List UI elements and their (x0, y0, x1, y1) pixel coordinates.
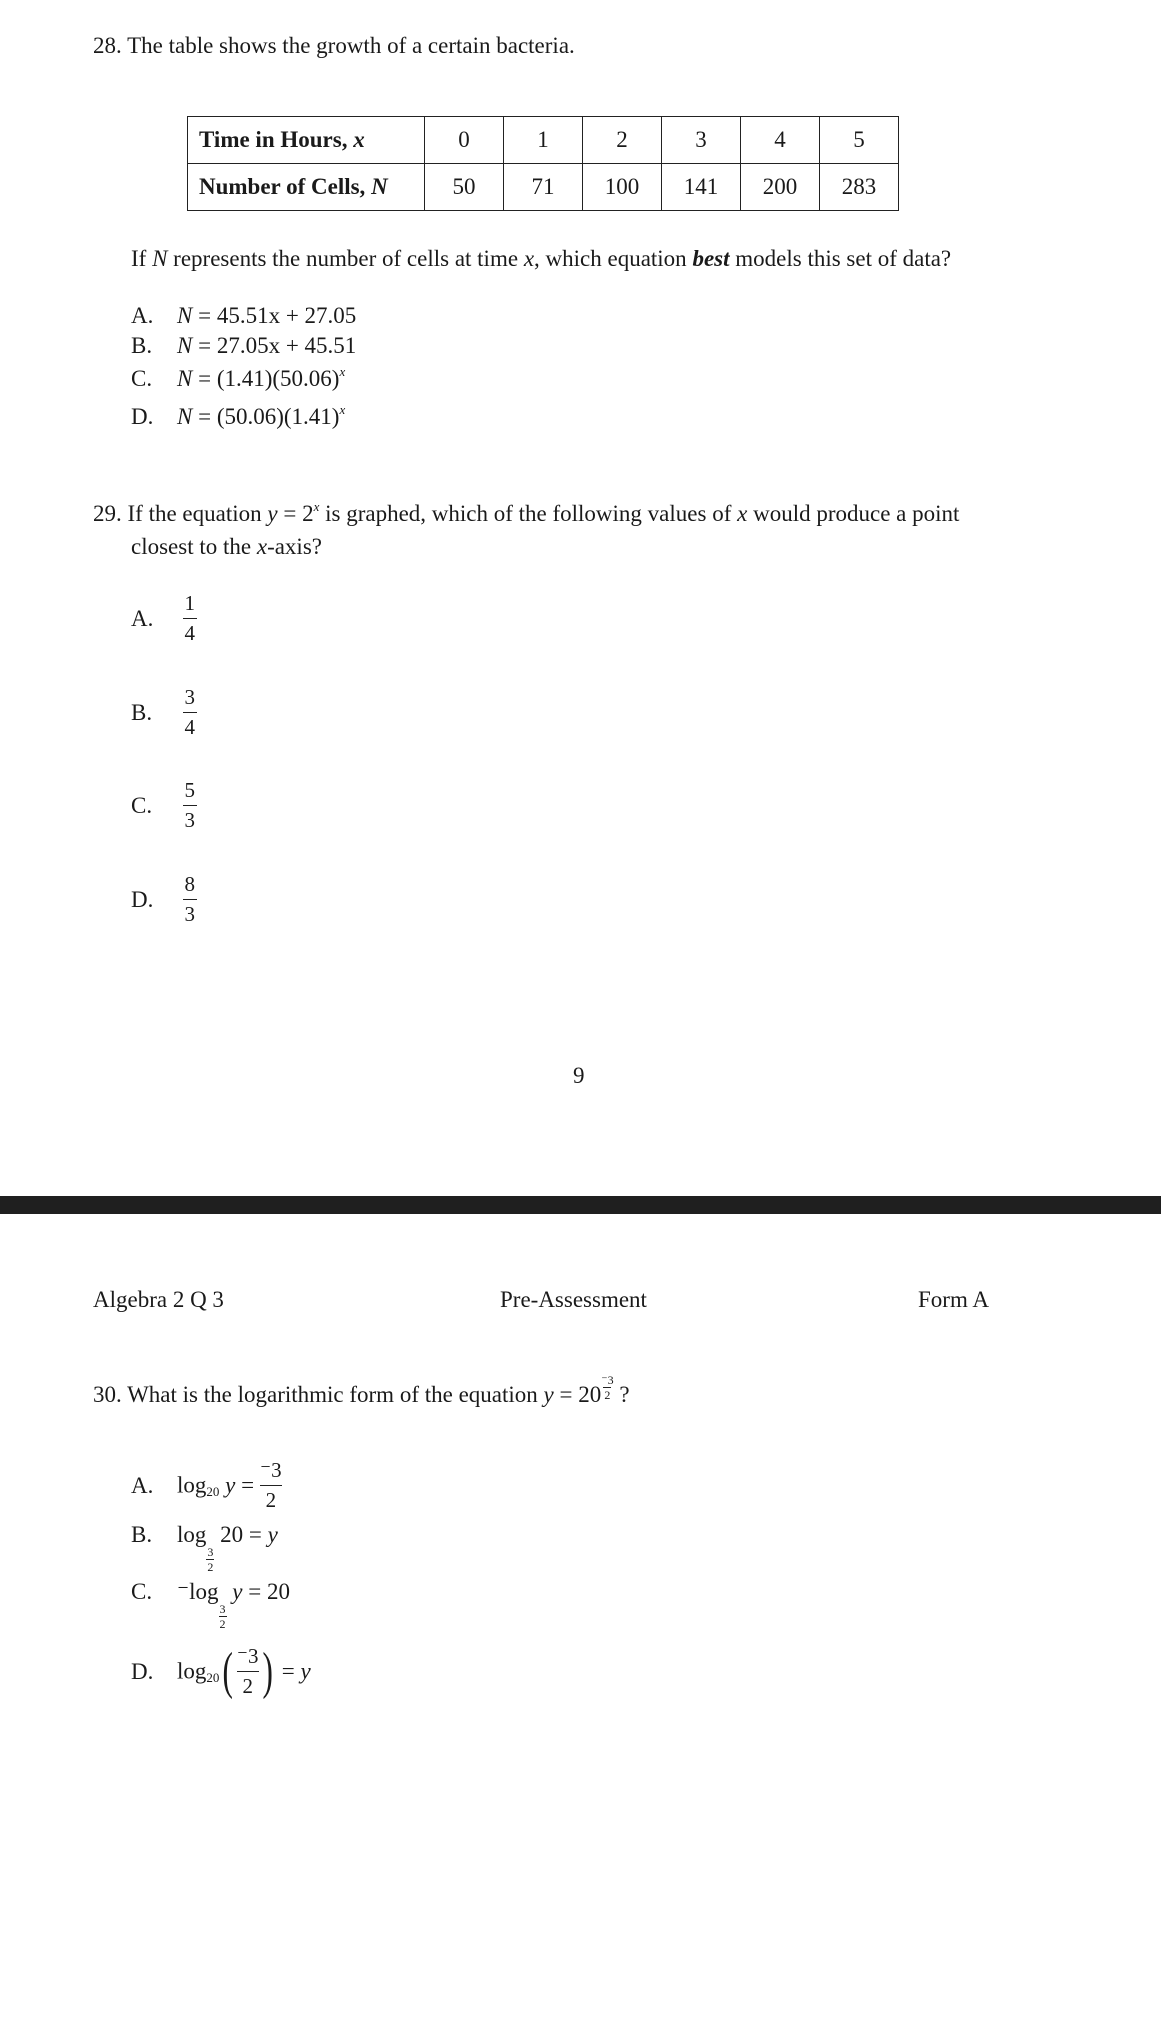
header-title: Pre-Assessment (500, 1287, 647, 1312)
table-cell: 283 (820, 164, 899, 211)
bacteria-table (187, 116, 899, 211)
fraction: $\frac{^-3}{2}$ (236, 1644, 259, 1698)
q30-choice-d[interactable]: D. $\log_{20}$( $\frac{^-3}{2}$ ) = y (131, 1642, 311, 1700)
q30-choice-a[interactable]: A. $\log_{20} y$ = $\frac{^-3}{2}$ (131, 1458, 282, 1512)
table-cell: 3 (662, 117, 741, 164)
table-header-time: Time in Hours, x (188, 117, 425, 164)
q30-choice-b[interactable]: B. log $\frac{3}{2}$ 20 = y (131, 1522, 278, 1574)
q29-choice-d[interactable]: D. $\frac{8}{3}$ (131, 872, 195, 926)
q29-choice-c[interactable]: C. $\frac{5}{3}$ (131, 778, 195, 832)
header-form: Form A (918, 1287, 989, 1312)
q30-choice-c[interactable]: C. ⁻log $\frac{3}{2}$ y = 20 (131, 1579, 290, 1631)
table-cell: 0 (425, 117, 504, 164)
table-cell: 100 (583, 164, 662, 211)
table-cell: 1 (504, 117, 583, 164)
header-course: Algebra 2 Q 3 (93, 1287, 224, 1312)
log-base-fraction: $\frac{3}{2}$ (207, 1545, 214, 1574)
fraction: $\frac{8}{3}$ (184, 872, 195, 926)
table-cell: 5 (820, 117, 899, 164)
fraction: $\frac{^-3}{2}$ (260, 1458, 282, 1512)
q28-choice-a[interactable]: A. N = 45.51x + 27.05 (131, 303, 357, 328)
q29-choice-b[interactable]: B. $\frac{3}{4}$ (131, 685, 195, 739)
table-cell: 71 (504, 164, 583, 211)
q28-choice-b[interactable]: B. N = 27.05x + 45.51 (131, 333, 357, 358)
table-cell: 2 (583, 117, 662, 164)
table-cell: 4 (741, 117, 820, 164)
q28-prompt: 28. The table shows the growth of a certain bacteria. (93, 33, 575, 58)
log-base-fraction: $\frac{3}{2}$ (219, 1602, 226, 1631)
fraction: $\frac{3}{4}$ (184, 685, 195, 739)
left-paren: ( (222, 1642, 234, 1700)
q28-question: If N represents the number of cells at time x, which equation best models this set of data? (131, 246, 952, 271)
table-cell: 141 (662, 164, 741, 211)
right-paren: ) (262, 1642, 273, 1700)
q28-choice-d[interactable]: D. $N = (50.06)(1.41)^x$ (131, 402, 346, 429)
table-header-cells: Number of Cells, N (188, 164, 425, 211)
table-row (188, 117, 899, 164)
table-cell: 200 (741, 164, 820, 211)
fraction: $\frac{5}{3}$ (184, 778, 195, 832)
fraction: $\frac{1}{4}$ (184, 591, 195, 645)
q29-choice-a[interactable]: A. $\frac{1}{4}$ (131, 591, 195, 645)
exponent-fraction: $\frac{^-3}{2}$ (601, 1373, 614, 1402)
q28-choice-c[interactable]: C. $N = (1.41)(50.06)^x$ (131, 364, 346, 391)
page-number: 9 (573, 1063, 585, 1088)
q30-prompt: 30. What is the logarithmic form of the equation y = 20 $\frac{^-3}{2}$ ? (93, 1373, 630, 1407)
q29-prompt-line1: 29. If the equation $y = 2^x$ is graphed, which of the following values of x would produce a point (93, 499, 960, 526)
table-row (188, 164, 899, 211)
table-cell: 50 (425, 164, 504, 211)
q29-prompt-line2: closest to the x-axis? (131, 534, 322, 559)
page-divider (0, 1196, 1161, 1214)
